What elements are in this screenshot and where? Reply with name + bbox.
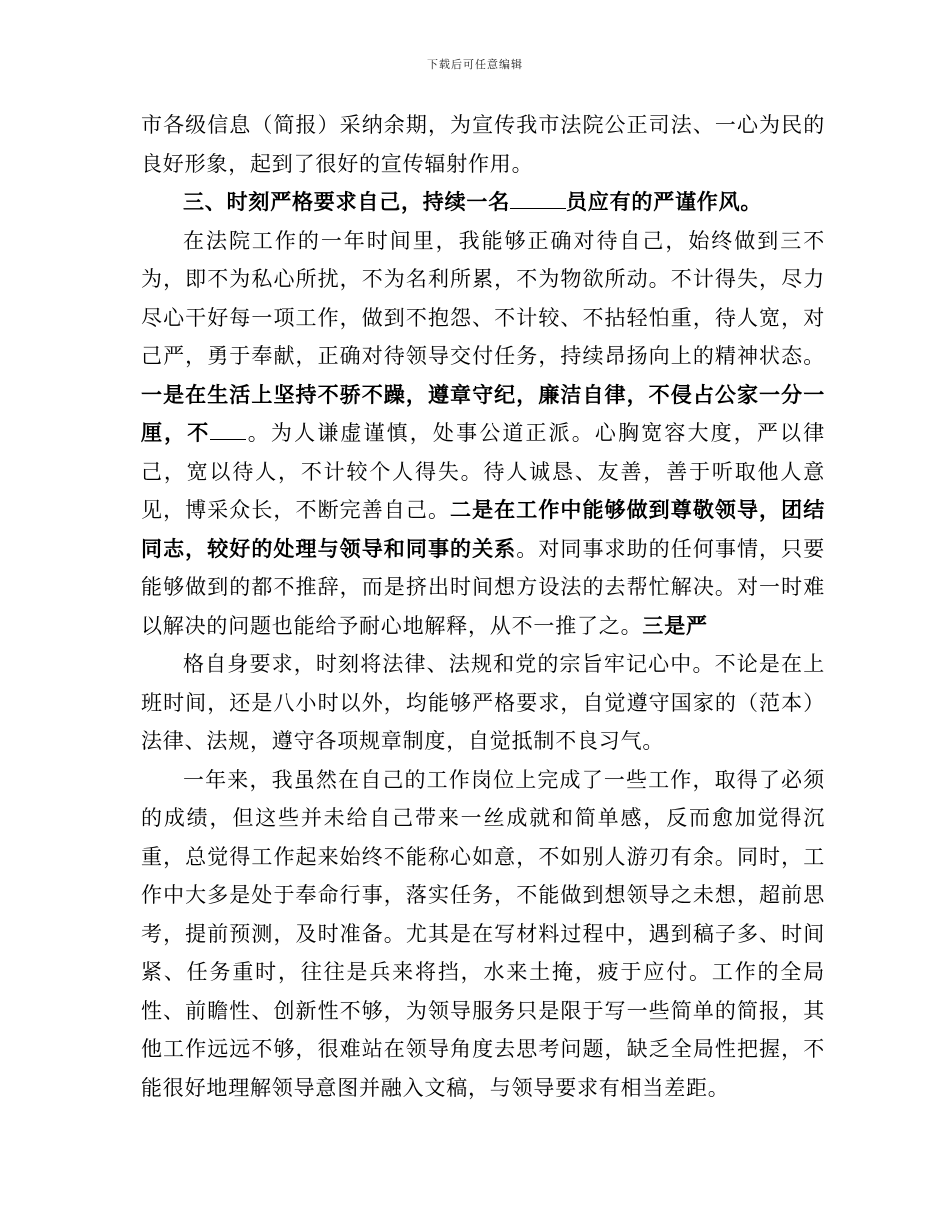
page-header: 下载后可任意编辑	[427, 58, 523, 71]
blank-underline	[510, 190, 566, 209]
section-heading-3	[141, 183, 825, 222]
point-three-bold: 三是严	[642, 612, 708, 638]
paragraph-conduct	[141, 222, 825, 646]
paragraph-continuation: 市各级信息（简报）采纳余期，为宣传我市法院公正司法、一心为民的良好形象，起到了很好的宣传辐射作用。	[141, 113, 825, 176]
heading-text-start: 三、时刻严格要求自己，持续一名	[183, 189, 510, 214]
blank-underline	[210, 421, 246, 440]
conduct-intro: 在法院工作的一年时间里，我能够正确对待自己，始终做到三不为，即不为私心所扰，不为名利所累，不为物欲所动。不计得失，尽力尽心干好每一项工作，做到不抱怨、不计较、不拈轻怕重，待人宽，对己严，勇于奉献，正确对待领导交付任务，持续昂扬向上的精神状态。	[141, 228, 825, 368]
point-two-detail: 。对同事求助的任何事情，只要能够做到的都不推辞，而是挤出时间想方设法的去帮忙解决。对一时难以解决的问题也能给予耐心地解释，从不一推了之。	[141, 536, 825, 638]
paragraph-discipline: 格自身要求，时刻将法律、法规和党的宗旨牢记心中。不论是在上班时间，还是八小时以外，均能够严格要求，自觉遵守国家的（范本）法律、法规，遵守各项规章制度，自觉抵制不良习气。	[141, 652, 825, 753]
point-two-bold: 二是在工作中能够做到尊敬领导，团结同志，较好的处理与领导和同事的关系	[141, 497, 825, 561]
paragraph-reflection: 一年来，我虽然在自己的工作岗位上完成了一些工作，取得了必须的成绩，但这些并未给自己带来一丝成就和简单感，反而愈加觉得沉重，总觉得工作起来始终不能称心如意，不如别人游刃有余。同时，工作中大多是处于奉命行事，落实任务，不能做到想领导之未想，超前思考，提前预测，及时准备。尤其是在写材料过程中，遇到稿子多、时间紧、任务重时，往往是兵来将挡，水来土掩，疲于应付。工作的全局性、前瞻性、创新性不够，为领导服务只是限于写一些简单的简报，其他工作远远不够，很难站在领导角度去思考问题，缺乏全局性把握，不能很好地理解领导意图并融入文稿，与领导要求有相当差距。	[141, 767, 825, 1100]
document-body	[141, 106, 825, 1107]
point-one-detail: 。为人谦虚谨慎，处事公道正派。心胸宽容大度，严以律己，宽以待人，不计较个人得失。待人诚恳、友善，善于听取他人意见，博采众长，不断完善自己。	[141, 421, 826, 522]
heading-text-end: 员应有的严谨作风。	[566, 189, 763, 214]
point-one-bold: 一是在生活上坚持不骄不躁，遵章守纪，廉洁自律，不侵占公家一分一厘，不	[141, 381, 825, 445]
